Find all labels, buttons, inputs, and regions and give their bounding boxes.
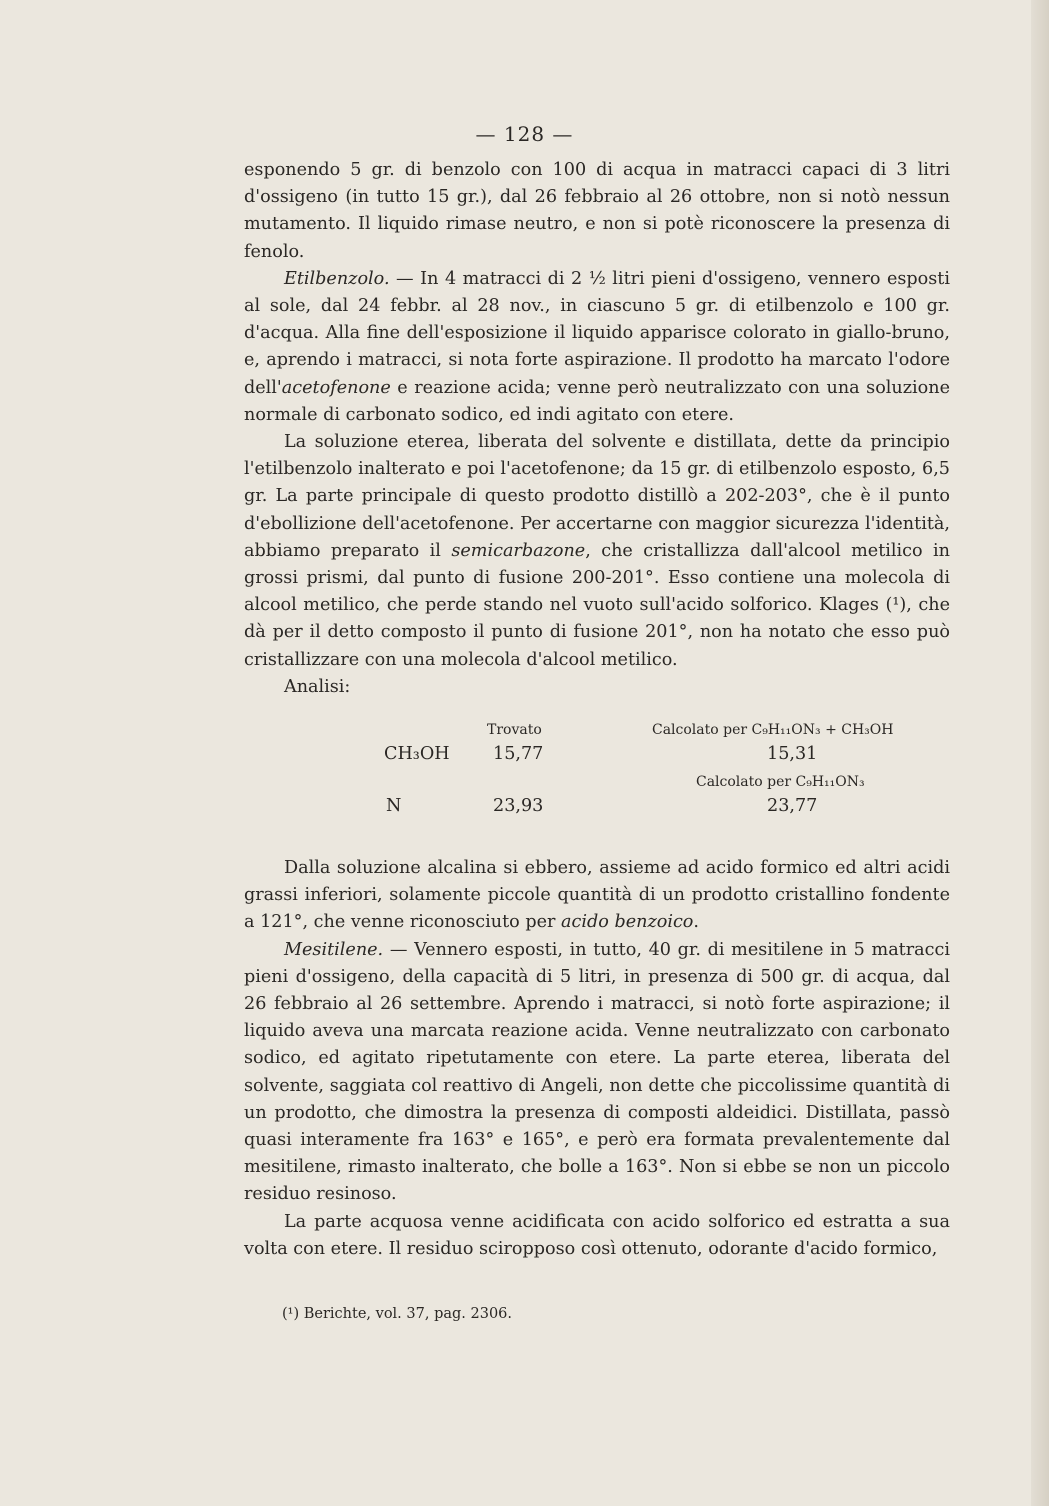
page-edge-shadow xyxy=(1031,0,1049,1506)
header-calc-1: Calcolato per C₉H₁₁ON₃ + CH₃OH xyxy=(652,722,894,738)
paragraph-text: La soluzione eterea, liberata del solvente e distillata, dette da principio l'etilbenzolo inalterato e poi l'acetofenone; da 15 gr. di etilbenzolo esposto, 6,5 gr. La parte principale di questo prodotto distillò a 202-203°, che è il punto d'ebollizione dell'acetofenone. Per accertarne con maggior sicurezza l'identità, abbiamo preparato il xyxy=(244,432,950,561)
paragraph xyxy=(244,266,950,429)
body-text-upper xyxy=(244,157,950,701)
header-calc-2: Calcolato per C₉H₁₁ON₃ xyxy=(696,774,865,790)
body-text-lower xyxy=(244,855,950,1263)
row-found: 15,77 xyxy=(493,744,544,764)
italic-term: acetofenone xyxy=(281,377,391,398)
paragraph-text: Dalla soluzione alcalina si ebbero, assieme ad acido formico ed altri acidi grassi inferiori, solamente piccole quantità di un prodotto cristallino fondente a 121°, che venne riconosciuto per xyxy=(244,858,950,933)
row-label: N xyxy=(386,796,402,816)
row-label: CH₃OH xyxy=(384,744,450,764)
paragraph-text: — In 4 matracci di 2 ½ litri pieni d'ossigeno, vennero esposti al sole, dal 24 febbr. al 28 nov., in ciascuno 5 gr. di etilbenzolo e 100 gr. d'acqua. Alla fine dell'esposizione il liquido apparisce colorato in giallo-bruno, e, aprendo i matracci, si nota forte aspirazione. Il prodotto ha marcato l'odore dell' xyxy=(244,268,950,398)
row-found: 23,93 xyxy=(493,796,544,816)
italic-term: semicarbazone xyxy=(451,540,586,561)
row-calc: 15,31 xyxy=(767,744,818,764)
paragraph: esponendo 5 gr. di benzolo con 100 di acqua in matracci capaci di 3 litri d'ossigeno (in tutto 15 gr.), dal 26 febbraio al 26 ottobre, non si notò nessun mutamento. Il liquido rimase neutro, e non si potè riconoscere la presenza di fenolo. xyxy=(244,160,950,262)
paragraph-text: . xyxy=(693,912,699,933)
analysis-table xyxy=(244,718,950,828)
page-number: — 128 — xyxy=(475,122,574,146)
italic-term: acido benzoico xyxy=(561,912,694,933)
footnote: (¹) Berichte, vol. 37, pag. 2306. xyxy=(282,1306,513,1322)
row-calc: 23,77 xyxy=(767,796,818,816)
section-heading: Etilbenzolo. xyxy=(284,268,390,289)
paragraph-text: , che cristallizza dall'alcool metilico in grossi prismi, dal punto di fusione 200-201°. Esso contiene una molecola di alcool metilico, che perde stando nel vuoto sull'acido solforico. Klages (¹), che dà per il detto composto il punto di fusione 201°, non ha notato che esso può cristallizzare con una molecola d'alcool metilico. xyxy=(244,540,950,670)
paragraph: La parte acquosa venne acidificata con acido solforico ed estratta a sua volta con etere. Il residuo sciropposo così ottenuto, odorante d'acido formico, xyxy=(244,1211,950,1259)
paragraph: Analisi: xyxy=(284,676,351,697)
paragraph xyxy=(244,937,950,1209)
paragraph-text: e reazione acida; venne però neutralizzato con una soluzione normale di carbonato sodico, ed indi agitato con etere. xyxy=(244,377,950,425)
section-heading: Mesitilene. xyxy=(284,939,384,960)
paragraph xyxy=(244,855,950,937)
paragraph xyxy=(244,429,950,674)
header-found: Trovato xyxy=(487,722,542,738)
paragraph-text: — Vennero esposti, in tutto, 40 gr. di mesitilene in 5 matracci pieni d'ossigeno, della capacità di 5 litri, in presenza di 500 gr. di acqua, dal 26 febbraio al 26 settembre. Aprendo i matracci, si notò forte aspirazione; il liquido aveva una marcata reazione acida. Venne neutralizzato con carbonato sodico, ed agitato ripetutamente con etere. La parte eterea, liberata del solvente, saggiata col reattivo di Angeli, non dette che piccolissime quantità di un prodotto, che dimostra la presenza di composti aldeidici. Distillata, passò quasi interamente fra 163° e 165°, e però era formata prevalentemente dal mesitilene, rimasto inalterato, che bolle a 163°. Non si ebbe se non un piccolo residuo resinoso. xyxy=(244,939,950,1205)
